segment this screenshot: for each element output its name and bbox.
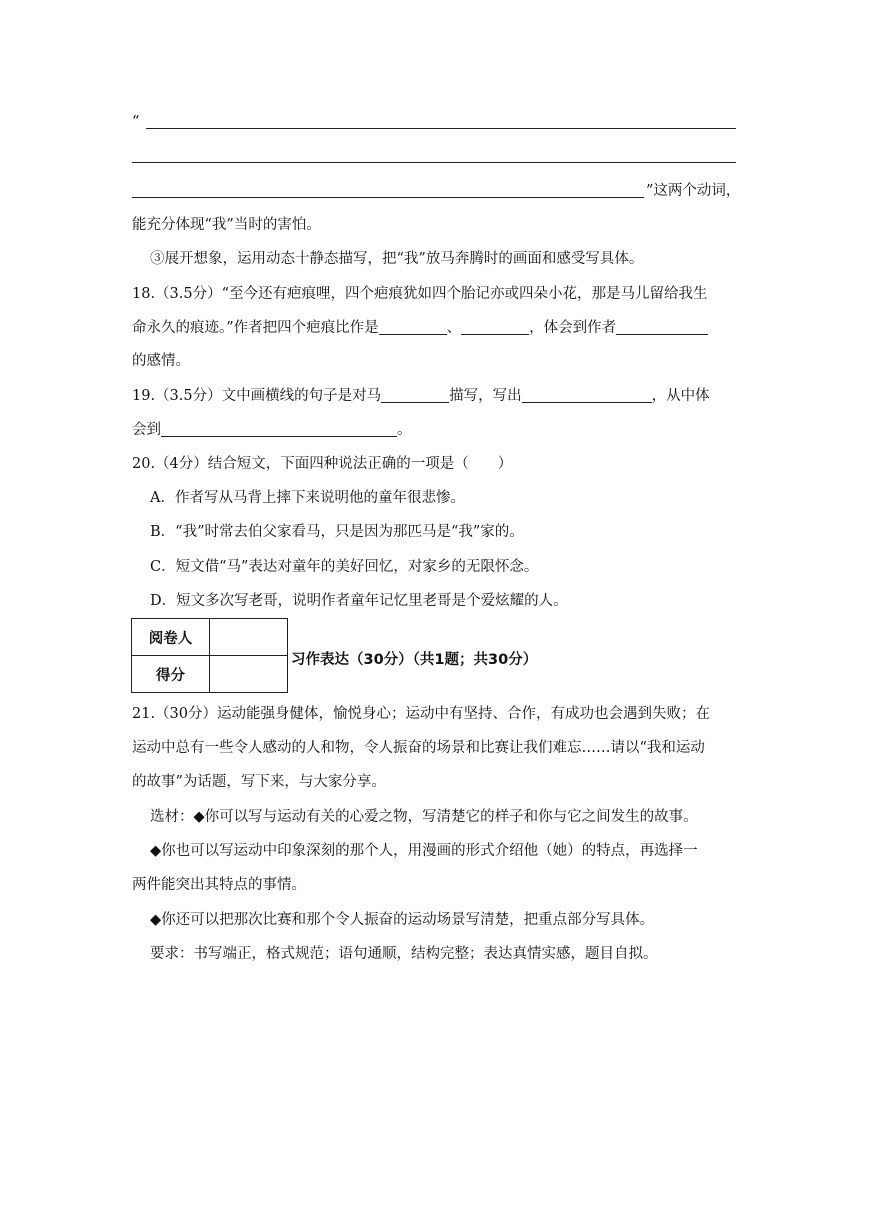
q20-option-d[interactable]: D．短文多次写老哥，说明作者童年记忆里老哥是个爱炫耀的人。 (150, 593, 568, 609)
reviewer-label: 阅卷人 (132, 619, 210, 656)
q19-blank-1[interactable] (381, 387, 449, 403)
section-title: 习作表达（30分）（共1题；共30分） (291, 652, 538, 668)
q20-option-c[interactable]: C．短文借“马”表达对童年的美好回忆，对家乡的无限怀念。 (150, 559, 539, 575)
q18-blank-1[interactable] (379, 319, 447, 335)
q20-stem: 20.（4分）结合短文，下面四种说法正确的一项是（ ） (132, 456, 513, 472)
q17-blank-3[interactable] (132, 197, 644, 198)
open-quote: “ (132, 114, 140, 130)
q19-text-c: ，从中体 (651, 388, 710, 404)
q21-material-2b: 两件能突出其特点的事情。 (132, 877, 306, 893)
q20-option-a[interactable]: A．作者写从马背上摔下来说明他的童年很悲惨。 (150, 490, 465, 506)
q18-line-2 (132, 318, 737, 338)
q18-blank-2[interactable] (461, 319, 529, 335)
q18-sep-1: 、 (446, 320, 462, 336)
q19-blank-3[interactable] (161, 421, 397, 437)
q21-line-1: 21.（30分）运动能强身健体，愉悦身心；运动中有坚持、合作，有成功也会遇到失败；在 (132, 706, 711, 722)
q17-answer-line-1 (132, 112, 737, 132)
reviewer-cell[interactable] (210, 619, 288, 656)
q17-close-text: ”这两个动词， (646, 183, 741, 199)
q21-material-3: ◆你还可以把那次比赛和那个令人振奋的运动场景写清楚，把重点部分写具体。 (150, 912, 655, 928)
q18-blank-3[interactable] (616, 319, 708, 335)
q19-line-2 (132, 420, 737, 440)
q21-material-2a: ◆你也可以写运动中印象深刻的那个人，用漫画的形式介绍他（她）的特点，再选择一 (150, 843, 698, 859)
q20-option-b[interactable]: B．“我”时常去伯父家看马，只是因为那匹马是“我”家的。 (150, 524, 524, 540)
q17-blank-1[interactable] (146, 128, 736, 129)
q18-text-a: 命永久的痕迹。”作者把四个疤痕比作是 (132, 320, 379, 336)
q19-text-e: 。 (397, 422, 412, 438)
q18-line-3: 的感情。 (132, 353, 190, 369)
q19-text-b: 描写，写出 (449, 388, 522, 404)
q19-text-d: 会到 (132, 422, 161, 438)
q18-line-1: 18.（3.5分）“至今还有疤痕哩，四个疤痕犹如四个胎记亦或四朵小花，那是马儿留给我生 (132, 286, 708, 302)
q17-line-4: 能充分体现“我”当时的害怕。 (132, 217, 321, 233)
q21-line-2: 运动中总有一些令人感动的人和物，令人振奋的场景和比赛让我们难忘……请以“我和运动 (132, 740, 705, 756)
q17-sub3: ③展开想象，运用动态十静态描写，把“我”放马奔腾时的画面和感受写具体。 (150, 251, 644, 267)
q19-text-a: 19.（3.5分）文中画横线的句子是对马 (132, 388, 382, 404)
q19-blank-2[interactable] (522, 387, 652, 403)
q18-sep-2: ，体会到作者 (529, 320, 617, 336)
q19-line-1 (132, 386, 737, 406)
q21-requirement: 要求：书写端正，格式规范；语句通顺，结构完整；表达真情实感，题目自拟。 (150, 946, 658, 962)
score-box (131, 618, 288, 693)
q21-line-3: 的故事”为话题，写下来，与大家分享。 (132, 774, 386, 790)
q17-blank-2[interactable] (132, 162, 736, 163)
score-label: 得分 (132, 656, 210, 693)
q21-material-1: 选材：◆你可以写与运动有关的心爱之物，写清楚它的样子和你与它之间发生的故事。 (150, 809, 698, 825)
score-cell[interactable] (210, 656, 288, 693)
